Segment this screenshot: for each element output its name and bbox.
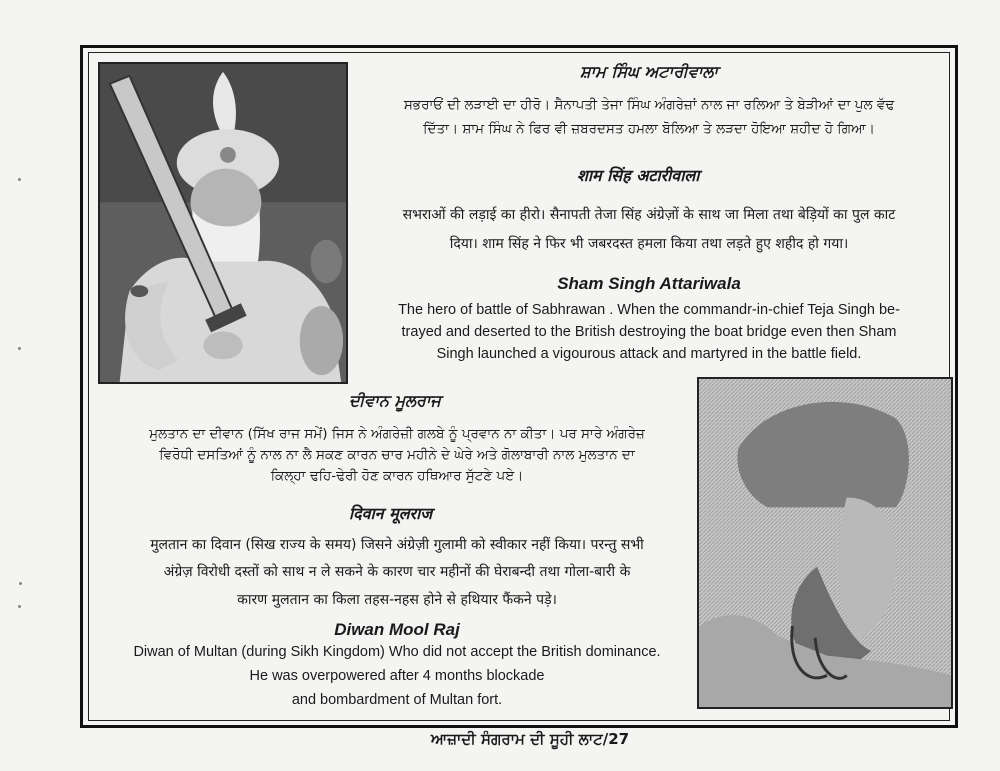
- body-mool-raj-english-line-2: He was overpowered after 4 months blockade: [249, 668, 545, 684]
- body-mool-raj-punjabi-line-1: ਮੁਲਤਾਨ ਦਾ ਦੀਵਾਨ (ਸਿੱਖ ਰਾਜ ਸਮੇਂ) ਜਿਸ ਨੇ ਅੰਗਰੇਜ਼ੀ ਗਲਬੇ ਨੂੰ ਪ੍ਰਵਾਨ ਨਾ ਕੀਤਾ। ਪਰ ਸਾਰੇ ਅੰਗਰੇਜ਼: [149, 426, 645, 442]
- body-sham-singh-punjabi-line-1: ਸਭਰਾਓਂ ਦੀ ਲੜਾਈ ਦਾ ਹੀਰੋ। ਸੈਨਾਪਤੀ ਤੇਜਾ ਸਿੰਘ ਅੰਗਰੇਜ਼ਾਂ ਨਾਲ ਜਾ ਰਲਿਆ ਤੇ ਬੇੜੀਆਂ ਦਾ ਪੁਲ ਵੱਢ: [403, 97, 895, 113]
- portrait-sham-singh: [98, 62, 348, 384]
- body-sham-singh-english-line-2: trayed and deserted to the British destroying the boat bridge even then Sham: [401, 324, 897, 340]
- heading-sham-singh-hindi: शाम सिंह अटारीवाला: [577, 166, 700, 185]
- body-sham-singh-english-line-3: Singh launched a vigourous attack and martyred in the battle field.: [436, 346, 862, 362]
- heading-mool-raj-hindi: दिवान मूलराज: [349, 504, 433, 523]
- heading-mool-raj-english: Diwan Mool Raj: [334, 620, 460, 639]
- body-mool-raj-hindi-line-2: अंग्रेज़ विरोधी दस्तों को साथ न ले सकने के कारण चार महीनों की घेराबन्दी तथा गोला-बारी के: [163, 564, 631, 580]
- heading-sham-singh-punjabi: ਸ਼ਾਮ ਸਿੰਘ ਅਟਾਰੀਵਾਲਾ: [580, 62, 718, 81]
- portrait-diwan-mool-raj: [697, 377, 953, 709]
- scan-speck: [18, 605, 21, 608]
- body-sham-singh-english-line-1: The hero of battle of Sabhrawan . When the commandr-in-chief Teja Singh be-: [398, 302, 900, 318]
- portrait-diwan-mool-raj-drawing: [699, 379, 951, 707]
- scan-speck: [18, 178, 21, 181]
- body-sham-singh-hindi-line-1: सभराओं की लड़ाई का हीरो। सैनापती तेजा सिंह अंग्रेज़ों के साथ जा मिला तथा बेड़ियों का पुल काट: [402, 207, 896, 223]
- scan-speck: [19, 582, 22, 585]
- body-sham-singh-hindi-line-2: दिया। शाम सिंह ने फिर भी जबरदस्त हमला किया तथा लड़ते हुए शहीद हो गया।: [449, 236, 849, 252]
- body-mool-raj-hindi-line-3: कारण मुलतान का किला तहस-नहस होने से हथियार फैंकने पड़े।: [237, 592, 557, 608]
- body-mool-raj-punjabi-line-3: ਕਿਲ੍ਹਾ ਢਹਿ-ਢੇਰੀ ਹੋਣ ਕਾਰਨ ਹਥਿਆਰ ਸੁੱਟਣੇ ਪਏ।: [270, 468, 524, 484]
- body-mool-raj-english-line-1: Diwan of Multan (during Sikh Kingdom) Who did not accept the British dominance.: [133, 644, 661, 660]
- body-sham-singh-punjabi-line-2: ਦਿੱਤਾ। ਸ਼ਾਮ ਸਿੰਘ ਨੇ ਫਿਰ ਵੀ ਜ਼ਬਰਦਸਤ ਹਮਲਾ ਬੋਲਿਆ ਤੇ ਲੜਦਾ ਹੋਇਆ ਸ਼ਹੀਦ ਹੋ ਗਿਆ।: [423, 121, 875, 137]
- body-mool-raj-english-line-3: and bombardment of Multan fort.: [291, 692, 503, 708]
- scan-speck: [18, 347, 21, 350]
- body-mool-raj-punjabi-line-2: ਵਿਰੋਧੀ ਦਸਤਿਆਂ ਨੂੰ ਨਾਲ ਨਾ ਲੈ ਸਕਣ ਕਾਰਨ ਚਾਰ ਮਹੀਨੇ ਦੇ ਘੇਰੇ ਅਤੇ ਗੋਲਾਬਾਰੀ ਨਾਲ ਮੁਲਤਾਨ ਦਾ: [159, 447, 635, 463]
- heading-sham-singh-english: Sham Singh Attariwala: [557, 274, 741, 293]
- body-mool-raj-hindi-line-1: मुलतान का दिवान (सिख राज्य के समय) जिसने अंग्रेज़ी गुलामी को स्वीकार नहीं किया। परन्तु सभी: [150, 537, 644, 553]
- page-footer: ਆਜ਼ਾਦੀ ਸੰਗਰਾਮ ਦੀ ਸੂਹੀ ਲਾਟ/27: [430, 730, 630, 748]
- heading-mool-raj-punjabi: ਦੀਵਾਨ ਮੂਲਰਾਜ: [349, 391, 441, 410]
- portrait-sham-singh-drawing: [100, 64, 346, 382]
